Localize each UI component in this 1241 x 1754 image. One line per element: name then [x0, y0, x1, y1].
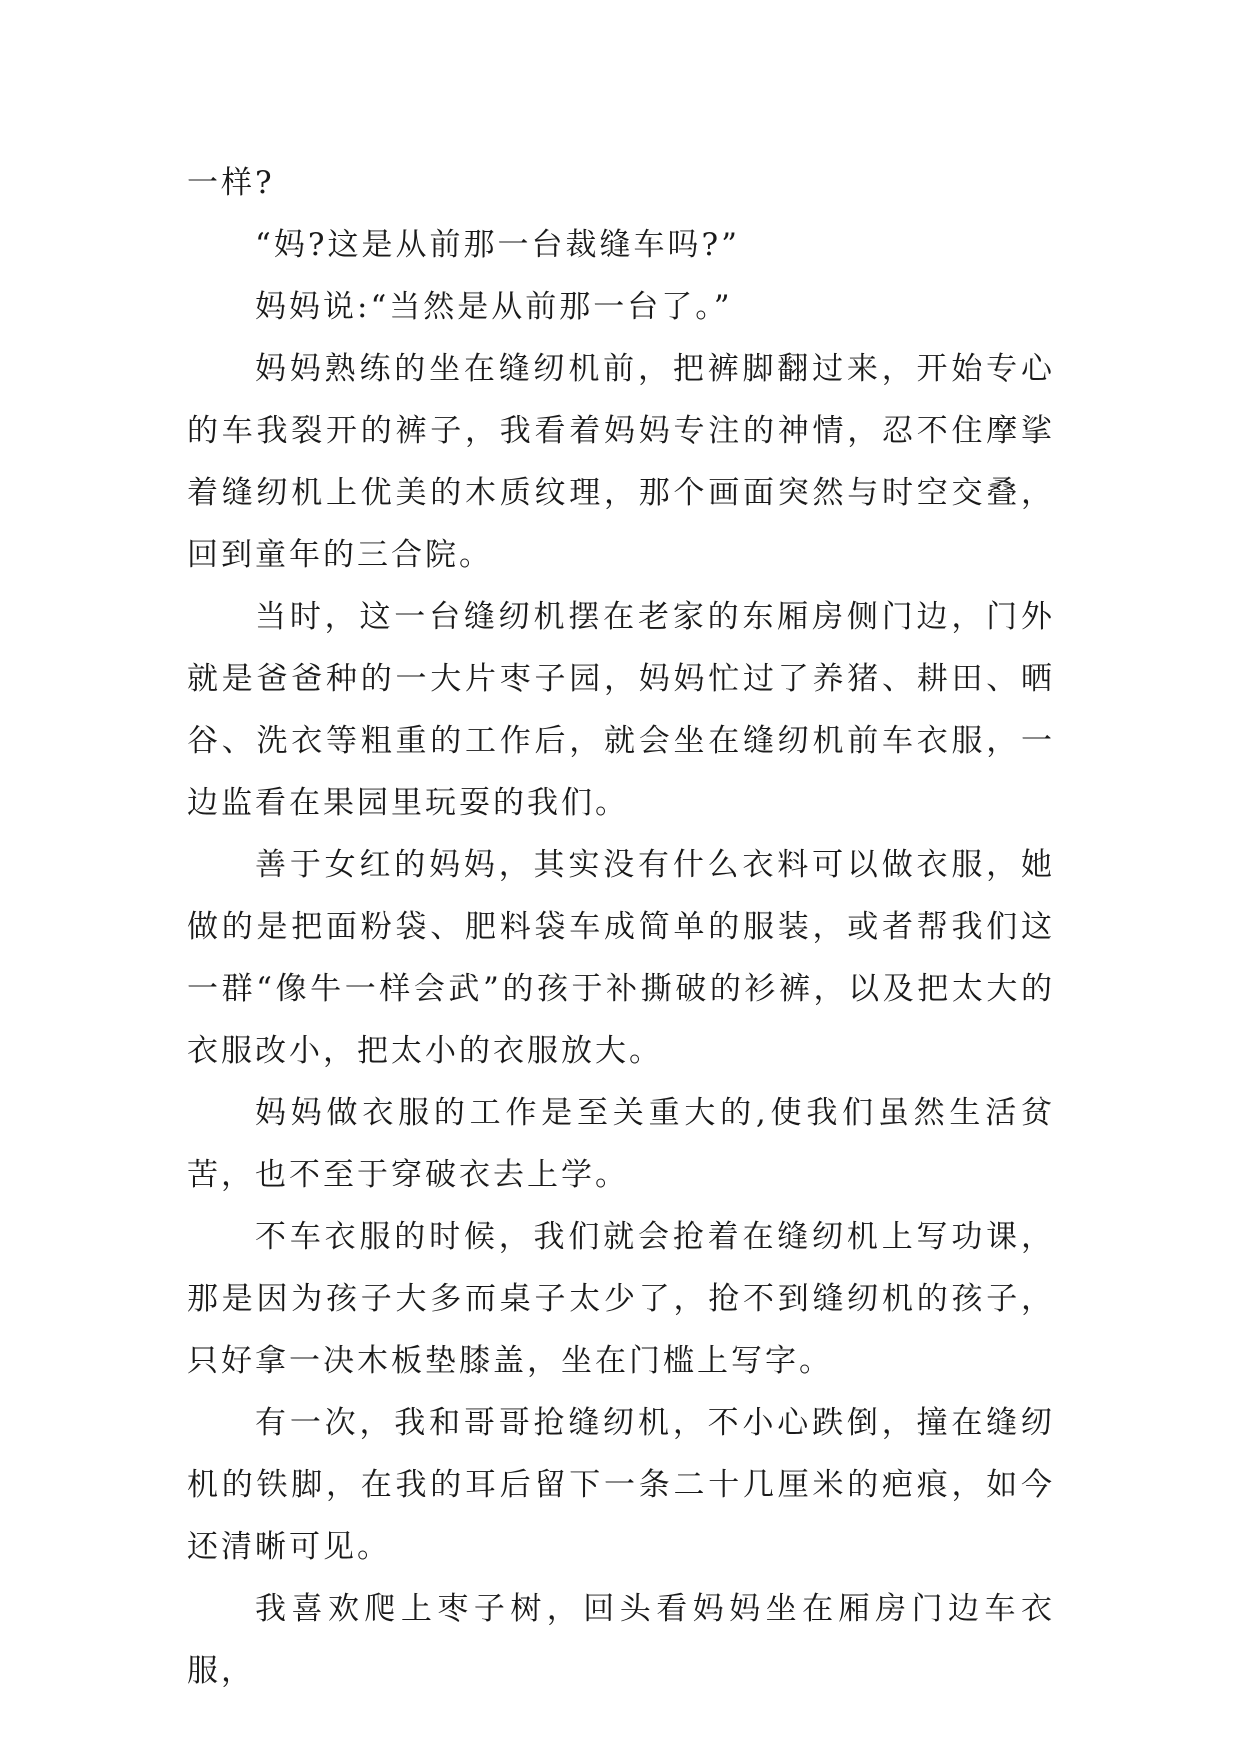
paragraph: 善于女红的妈妈，其实没有什么衣料可以做衣服，她做的是把面粉袋、肥料袋车成简单的服装，或者帮我们这一群“像牛一样会武”的孩于补撕破的衫裤，以及把太大的衣服改小，把太小的衣服放大。 — [187, 847, 1055, 1069]
paragraph: 一样? — [187, 165, 275, 201]
paragraph: 我喜欢爬上枣子树，回头看妈妈坐在厢房门边车衣服， — [187, 1591, 1055, 1689]
paragraph: 妈妈做衣服的工作是至关重大的,使我们虽然生活贫苦，也不至于穿破衣去上学。 — [187, 1095, 1055, 1193]
paragraph: 当时，这一台缝纫机摆在老家的东厢房侧门边，门外就是爸爸种的一大片枣子园，妈妈忙过了养猪、耕田、晒谷、洗衣等粗重的工作后，就会坐在缝纫机前车衣服，一边监看在果园里玩耍的我们。 — [187, 599, 1055, 821]
document-body — [187, 152, 1055, 1702]
paragraph: “妈?这是从前那一台裁缝车吗?” — [255, 227, 740, 263]
paragraph: 妈妈说:“当然是从前那一台了。” — [255, 289, 733, 325]
paragraph: 妈妈熟练的坐在缝纫机前，把裤脚翻过来，开始专心的车我裂开的裤子，我看着妈妈专注的神情，忍不住摩挲着缝纫机上优美的木质纹理，那个画面突然与时空交叠，回到童年的三合院。 — [187, 351, 1055, 573]
paragraph: 不车衣服的时候，我们就会抢着在缝纫机上写功课，那是因为孩子大多而桌子太少了，抢不到缝纫机的孩子，只好拿一决木板垫膝盖，坐在门槛上写字。 — [187, 1219, 1055, 1379]
paragraph: 有一次，我和哥哥抢缝纫机，不小心跌倒，撞在缝纫机的铁脚，在我的耳后留下一条二十几厘米的疤痕，如今还清晰可见。 — [187, 1405, 1055, 1565]
